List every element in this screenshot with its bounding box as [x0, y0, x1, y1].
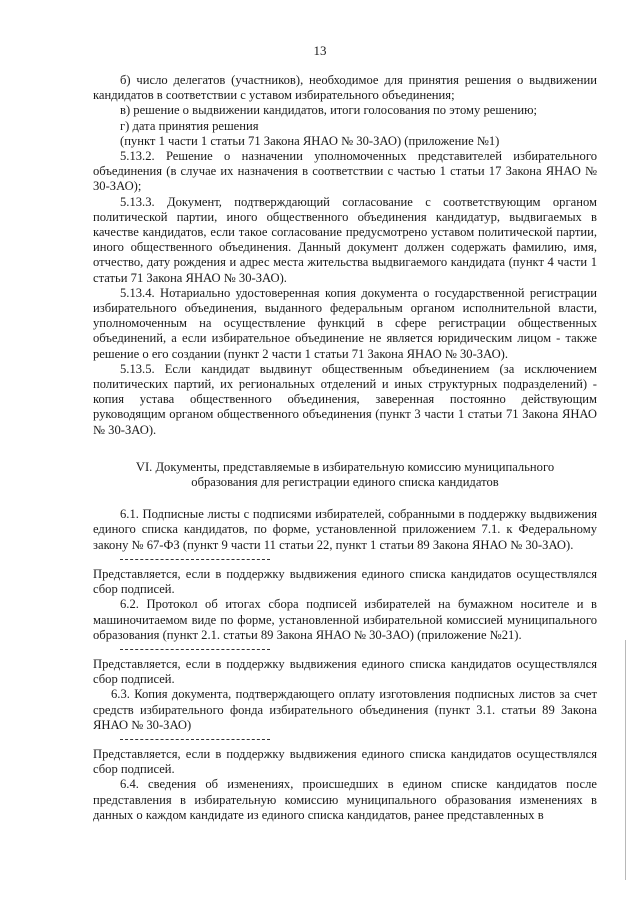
footnote-separator — [120, 649, 270, 650]
footnote-note-2: Представляется, если в поддержку выдвижения единого списка кандидатов осуществлялся сбор подписей. — [93, 656, 597, 687]
paragraph-6-2: 6.2. Протокол об итогах сбора подписей избирателей на бумажном носителе и в машиночитаемом виде по форме, установленной избирательной комиссией муниципального образования (пункт 2.1. статьи 89 Закона ЯНАО № 30-ЗАО) (приложение №21). — [93, 597, 597, 642]
page-body — [93, 73, 597, 823]
section-heading-line-1: VI. Документы, представляемые в избирательную комиссию муниципального — [135, 459, 555, 474]
paragraph-item-g: г) дата принятия решения — [120, 118, 259, 133]
paragraph-5-13-3: 5.13.3. Документ, подтверждающий согласование с соответствующим органом политической партии, иного общественного объединения кандидатур, выдвигаемых в качестве кандидатов, если такое согласование предусмотрено уставом политической партии, иного общественного объединения. Данный документ должен содержать фамилию, имя, отчество, дату рождения и адрес места жительства выдвигаемого кандидата (пункт 4 части 1 статьи 71 Закона ЯНАО № 30-ЗАО). — [93, 194, 597, 285]
footnote-separator — [120, 559, 270, 560]
page-number: 13 — [313, 43, 327, 58]
paragraph-6-3: 6.3. Копия документа, подтверждающего оплату изготовления подписных листов за счет средств избирательного фонда избирательного объединения (пункт 3.1. статьи 89 Закона ЯНАО № 30-ЗАО) — [93, 687, 597, 732]
section-heading — [93, 460, 597, 490]
paragraph-5-13-2: 5.13.2. Решение о назначении уполномоченных представителей избирательного объединения (в случае их назначения в соответствии с частью 1 статьи 17 Закона ЯНАО № 30-ЗАО); — [93, 149, 597, 194]
footnote-note-3: Представляется, если в поддержку выдвижения единого списка кандидатов осуществлялся сбор подписей. — [93, 746, 597, 777]
paragraph-item-b: б) число делегатов (участников), необходимое для принятия решения о выдвижении кандидатов в соответствии с уставом избирательного объединения; — [93, 73, 597, 103]
paragraph-item-v: в) решение о выдвижении кандидатов, итоги голосования по этому решению; — [120, 103, 538, 118]
paragraph-5-13-5: 5.13.5. Если кандидат выдвинут общественным объединением (за исключением политических партий, их региональных отделений и иных структурных подразделений) - копия устава общественного объединения, заверенная постоянно действующим руководящим органом общественного объединения (пункт 3 части 1 статьи 71 Закона ЯНАО № 30-ЗАО). — [93, 361, 597, 437]
paragraph-6-4: 6.4. сведения об изменениях, происшедших в едином списке кандидатов после представления в избирательную комиссию муниципального образования изменениях в данных о каждом кандидате из единого списка кандидатов, ранее представленных в — [93, 777, 597, 822]
footnote-note-1: Представляется, если в поддержку выдвижения единого списка кандидатов осуществлялся сбор подписей. — [93, 566, 597, 597]
scan-edge-mark — [625, 640, 626, 880]
paragraph-6-1: 6.1. Подписные листы с подписями избирателей, собранными в поддержку выдвижения единого списка кандидатов, по форме, установленной приложением 7.1. к Федеральному закону № 67-ФЗ (пункт 9 части 11 статьи 22, пункт 1 статьи 89 Закона ЯНАО № 30-ЗАО). — [93, 507, 597, 552]
section-heading-line-2: образования для регистрации единого списка кандидатов — [191, 475, 499, 490]
paragraph-5-13-4: 5.13.4. Нотариально удостоверенная копия документа о государственной регистрации избирательного объединения, выданного федеральным органом исполнительной власти, уполномоченным на осуществление функций в сфере регистрации общественных объединений, а если избирательное объединение не является юридическим лицом - также решение о его создании (пункт 2 части 1 статьи 71 Закона ЯНАО № 30-ЗАО). — [93, 285, 597, 361]
paragraph-reference: (пункт 1 части 1 статьи 71 Закона ЯНАО № 30-ЗАО) (приложение №1) — [120, 133, 500, 148]
footnote-separator — [120, 739, 270, 740]
